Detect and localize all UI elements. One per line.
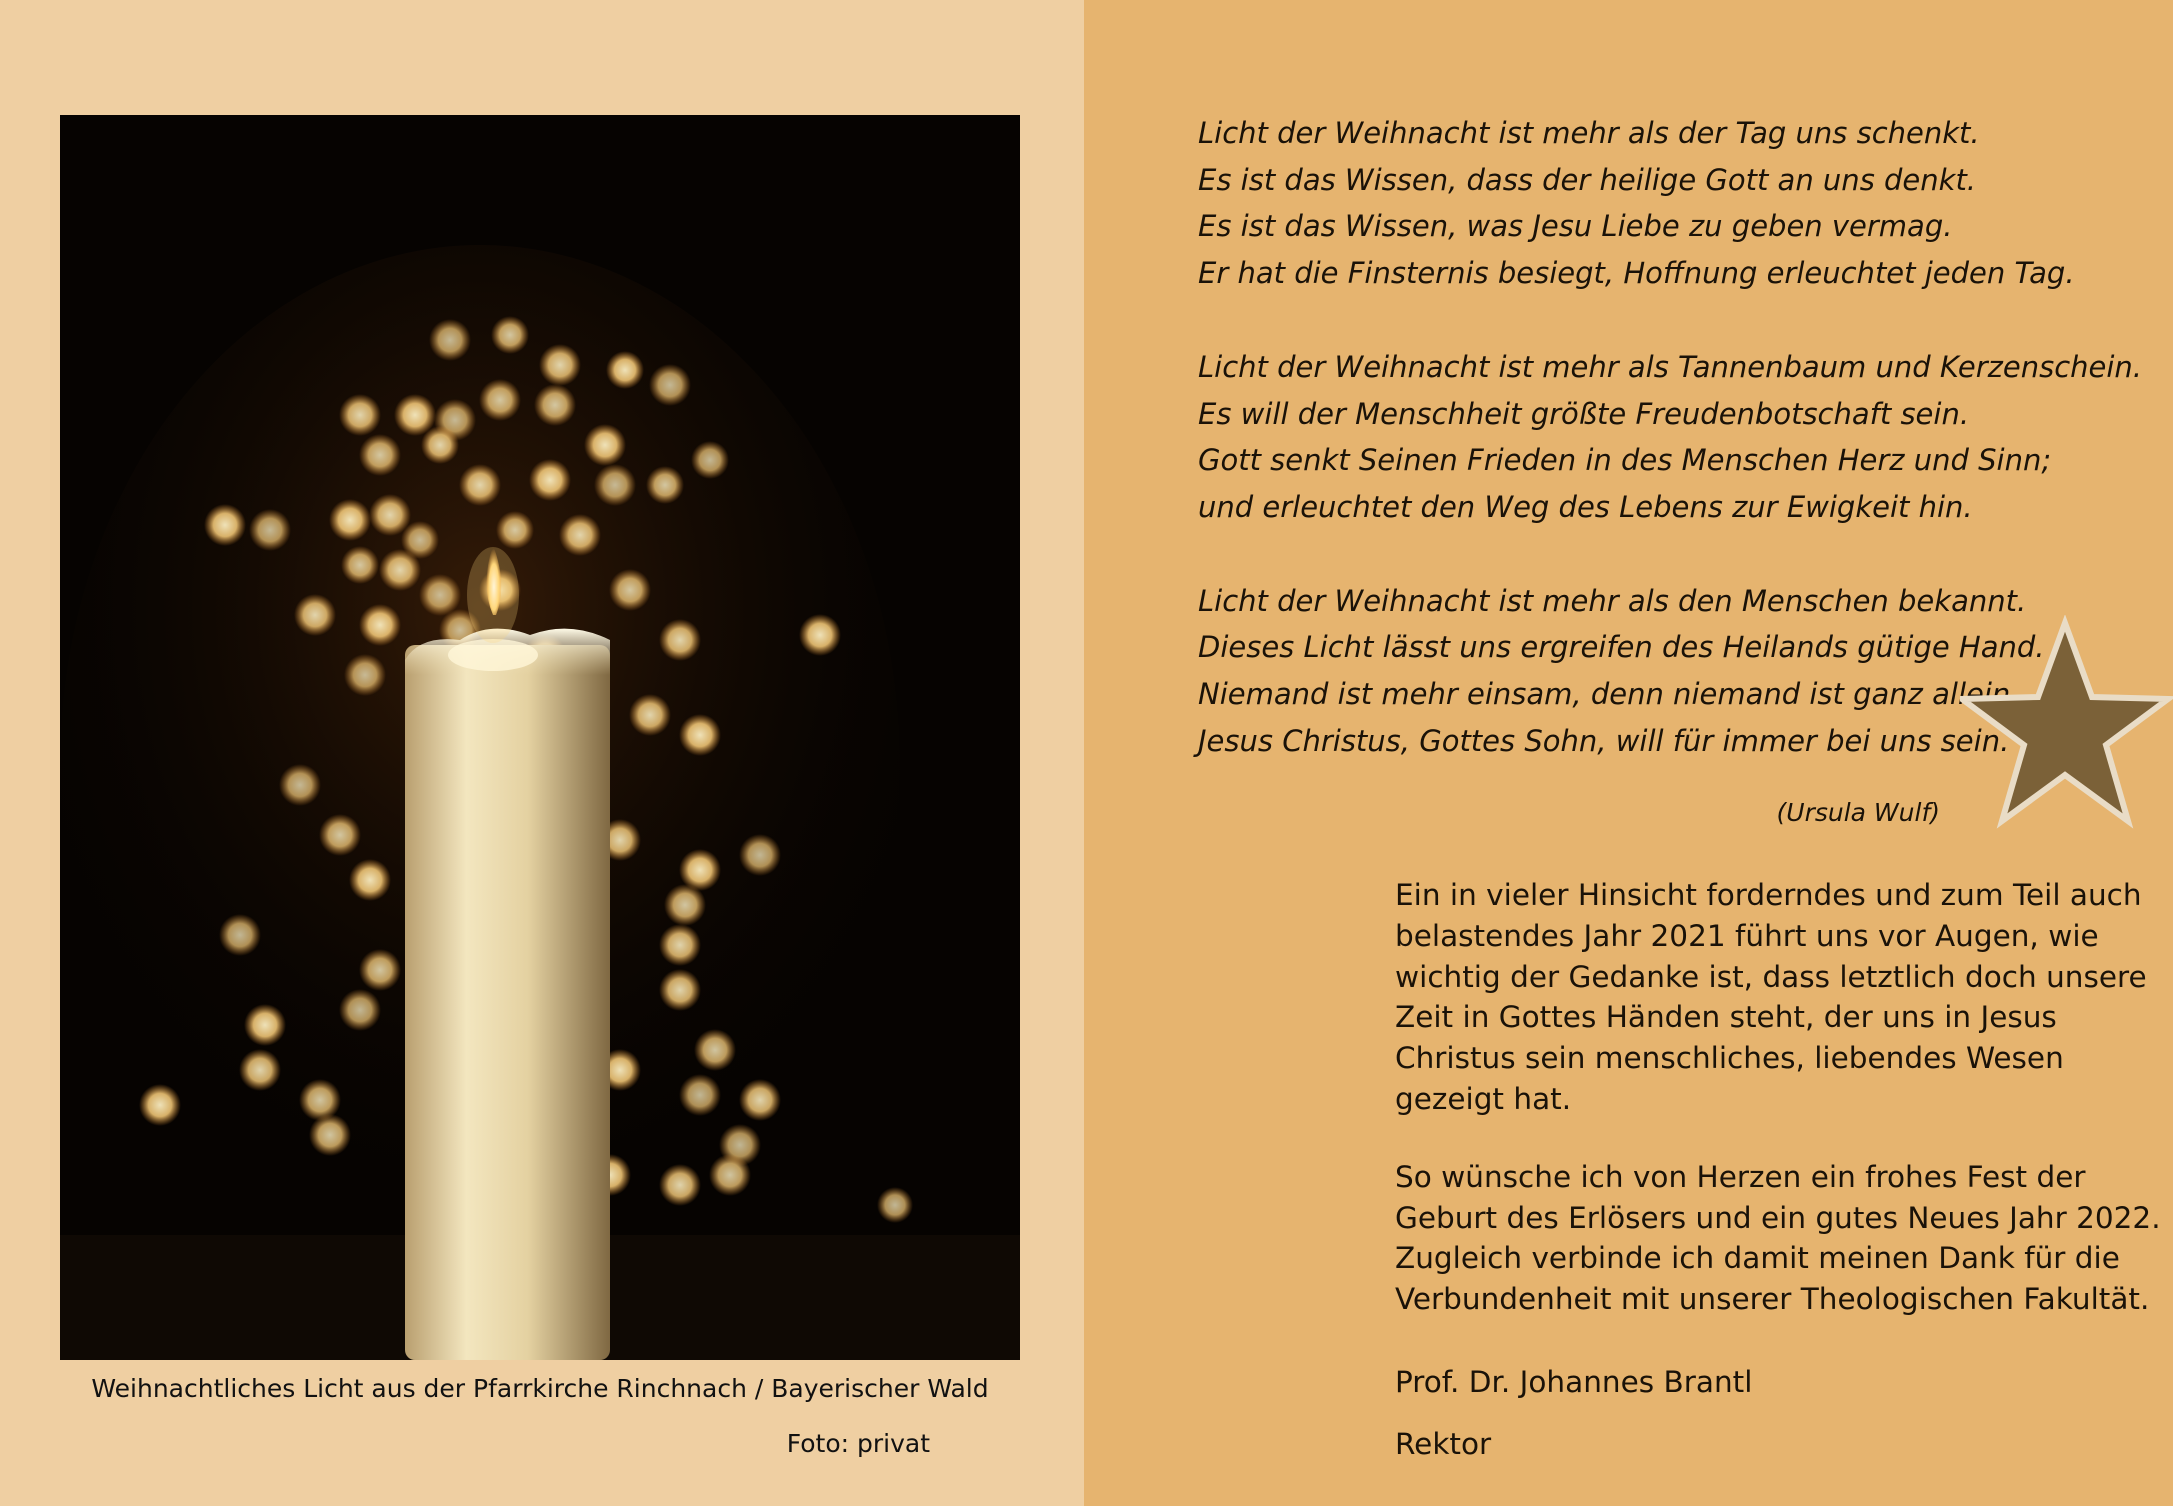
poem-line: Licht der Weihnacht ist mehr als den Menschen bekannt.	[1198, 583, 2027, 618]
message-paragraph	[1395, 1157, 2161, 1320]
bokeh-light	[877, 1187, 913, 1223]
bokeh-light	[739, 834, 781, 876]
candle-bokeh-image	[60, 115, 1020, 1360]
message-line: Ein in vieler Hinsicht forderndes und zum Teil auch	[1395, 878, 2142, 912]
bokeh-light	[339, 989, 381, 1031]
bokeh-light	[799, 614, 841, 656]
bokeh-light	[594, 464, 636, 506]
bokeh-light	[359, 604, 401, 646]
bokeh-light	[329, 499, 371, 541]
bokeh-light	[606, 351, 644, 389]
bokeh-light	[491, 316, 529, 354]
bokeh-light	[649, 364, 691, 406]
poem-line: Niemand ist mehr einsam, denn niemand ist ganz allein.	[1198, 677, 2020, 712]
bokeh-light	[339, 394, 381, 436]
bokeh-light	[479, 379, 521, 421]
signature-role: Rektor	[1395, 1427, 1492, 1461]
message-line: Verbundenheit mit unserer Theologischen Fakultät.	[1395, 1282, 2150, 1317]
message-line: gezeigt hat.	[1395, 1081, 1572, 1116]
bokeh-light	[646, 466, 684, 504]
poem-line: Es ist das Wissen, was Jesu Liebe zu geben vermag.	[1198, 209, 1953, 244]
message-line: Christus sein menschliches, liebendes Wesen	[1395, 1041, 2064, 1076]
bokeh-light	[379, 549, 421, 591]
bokeh-light	[459, 464, 501, 506]
bokeh-light	[496, 511, 534, 549]
message-line: So wünsche ich von Herzen ein frohes Fest der	[1395, 1159, 2086, 1194]
photo-caption: Weihnachtliches Licht aus der Pfarrkirche Rinchnach / Bayerischer Wald	[91, 1374, 989, 1403]
bokeh-light	[219, 914, 261, 956]
poem-line: Er hat die Finsternis besiegt, Hoffnung erleuchtet jeden Tag.	[1198, 256, 2075, 291]
bokeh-light	[659, 1164, 701, 1206]
poem-stanza	[1198, 110, 2098, 297]
message-line: Geburt des Erlösers und ein gutes Neues Jahr 2022.	[1395, 1200, 2161, 1235]
bokeh-light	[359, 949, 401, 991]
bokeh-light	[349, 859, 391, 901]
bokeh-light	[319, 814, 361, 856]
bokeh-light	[659, 619, 701, 661]
poem-line: Dieses Licht lässt uns ergreifen des Heilands gütige Hand.	[1198, 630, 2045, 665]
star-icon	[1960, 615, 2173, 837]
bokeh-light	[609, 569, 651, 611]
poem-line: Jesus Christus, Gottes Sohn, will für immer bei uns sein.	[1198, 723, 2010, 758]
bokeh-light	[679, 714, 721, 756]
bokeh-light	[539, 344, 581, 386]
bokeh-light	[239, 1049, 281, 1091]
rector-message	[1395, 875, 2161, 1357]
message-line: Zeit in Gottes Händen steht, der uns in Jesus	[1395, 1000, 2057, 1035]
signature-name: Prof. Dr. Johannes Brantl	[1395, 1365, 1753, 1399]
bokeh-light	[559, 514, 601, 556]
bokeh-light	[204, 504, 246, 546]
poem-line: Licht der Weihnacht ist mehr als Tannenbaum und Kerzenschein.	[1198, 349, 2143, 384]
bokeh-light	[584, 424, 626, 466]
bokeh-light	[244, 1004, 286, 1046]
bokeh-light	[344, 654, 386, 696]
poem-stanza	[1198, 344, 2143, 531]
bokeh-light	[139, 1084, 181, 1126]
message-paragraph	[1395, 875, 2147, 1120]
bokeh-light	[659, 924, 701, 966]
bokeh-light	[309, 1114, 351, 1156]
poem-line: Es will der Menschheit größte Freudenbotschaft sein.	[1198, 396, 1970, 431]
bokeh-light	[529, 459, 571, 501]
candle-photo	[60, 115, 1020, 1360]
bokeh-light	[341, 546, 379, 584]
bokeh-light	[429, 319, 471, 361]
bokeh-light	[709, 1154, 751, 1196]
bokeh-light	[691, 441, 729, 479]
bokeh-light	[679, 1074, 721, 1116]
bokeh-light	[279, 764, 321, 806]
poem-line: und erleuchtet den Weg des Lebens zur Ewigkeit hin.	[1198, 489, 1973, 524]
bokeh-light	[421, 426, 459, 464]
bokeh-light	[629, 694, 671, 736]
message-line: Zugleich verbinde ich damit meinen Dank für die	[1395, 1241, 2120, 1276]
poem-line: Gott senkt Seinen Frieden in des Menschen Herz und Sinn;	[1198, 443, 2052, 478]
poem-line: Es ist das Wissen, dass der heilige Gott an uns denkt.	[1198, 162, 1977, 197]
left-panel	[0, 0, 1084, 1506]
bokeh-light	[659, 969, 701, 1011]
bokeh-light	[534, 384, 576, 426]
bokeh-light	[694, 1029, 736, 1071]
poem-line: Licht der Weihnacht ist mehr als der Tag uns schenkt.	[1198, 116, 1980, 150]
poem-author: (Ursula Wulf)	[1776, 798, 1940, 827]
bokeh-light	[294, 594, 336, 636]
bokeh-light	[739, 1079, 781, 1121]
message-line: belastendes Jahr 2021 führt uns vor Augen, wie	[1395, 918, 2099, 953]
message-line: wichtig der Gedanke ist, dass letztlich doch unsere	[1395, 959, 2147, 994]
photo-credit: Foto: privat	[786, 1429, 930, 1458]
bokeh-light	[249, 509, 291, 551]
bokeh-light	[359, 434, 401, 476]
bokeh-light	[664, 884, 706, 926]
